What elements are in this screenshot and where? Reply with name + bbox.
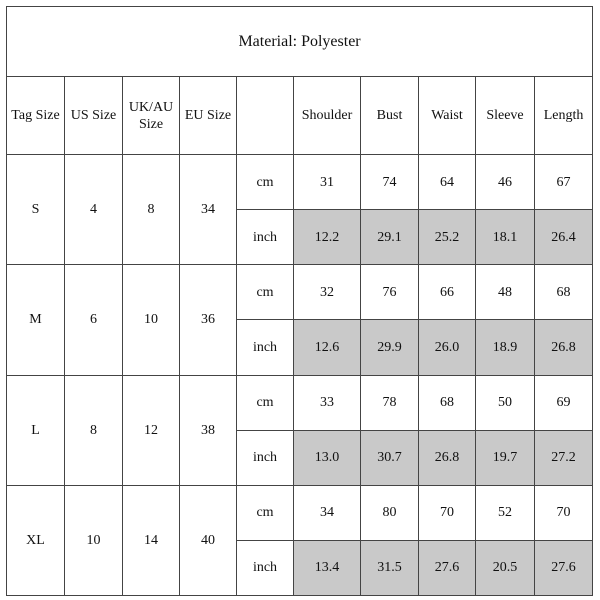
measurement-cm-cell: 50 [476, 375, 535, 430]
measurement-cm-cell: 31 [294, 155, 361, 210]
measurement-inch-cell: 25.2 [419, 210, 476, 265]
eu-size-cell: 40 [180, 485, 237, 595]
measurement-inch-cell: 20.5 [476, 540, 535, 595]
tag-size-cell: XL [7, 485, 65, 595]
measurement-cm-cell: 33 [294, 375, 361, 430]
measurement-inch-cell: 26.8 [535, 320, 593, 375]
measurement-inch-cell: 29.9 [361, 320, 419, 375]
header-uk-au-size [123, 77, 180, 155]
us-size-cell: 4 [65, 155, 123, 265]
measurement-inch-cell: 12.6 [294, 320, 361, 375]
uk-au-size-cell: 14 [123, 485, 180, 595]
header-uk-au-line1: UK/AU [128, 99, 174, 115]
measurement-cm-cell: 76 [361, 265, 419, 320]
header-unit [237, 77, 294, 155]
unit-cm-cell: cm [237, 265, 294, 320]
measurement-inch-cell: 26.4 [535, 210, 593, 265]
header-tag-size: Tag Size [7, 77, 65, 155]
measurement-cm-cell: 69 [535, 375, 593, 430]
header-row [7, 77, 593, 155]
measurement-inch-cell: 13.4 [294, 540, 361, 595]
measurement-cm-cell: 74 [361, 155, 419, 210]
measurement-inch-cell: 31.5 [361, 540, 419, 595]
header-us-size: US Size [65, 77, 123, 155]
uk-au-size-cell: 12 [123, 375, 180, 485]
measurement-cm-cell: 80 [361, 485, 419, 540]
tag-size-cell: L [7, 375, 65, 485]
measurement-inch-cell: 26.8 [419, 430, 476, 485]
header-sleeve: Sleeve [476, 77, 535, 155]
measurement-cm-cell: 68 [535, 265, 593, 320]
measurement-inch-cell: 19.7 [476, 430, 535, 485]
header-uk-au-line2: Size [138, 116, 164, 132]
measurement-inch-cell: 12.2 [294, 210, 361, 265]
measurement-cm-cell: 34 [294, 485, 361, 540]
size-row-cm [7, 375, 593, 430]
us-size-cell: 6 [65, 265, 123, 375]
unit-inch-cell: inch [237, 430, 294, 485]
header-length: Length [535, 77, 593, 155]
header-eu-size: EU Size [180, 77, 237, 155]
measurement-inch-cell: 27.6 [419, 540, 476, 595]
measurement-cm-cell: 66 [419, 265, 476, 320]
unit-cm-cell: cm [237, 485, 294, 540]
unit-inch-cell: inch [237, 320, 294, 375]
uk-au-size-cell: 8 [123, 155, 180, 265]
eu-size-cell: 34 [180, 155, 237, 265]
title-row [7, 7, 593, 77]
header-shoulder: Shoulder [294, 77, 361, 155]
measurement-cm-cell: 64 [419, 155, 476, 210]
measurement-inch-cell: 13.0 [294, 430, 361, 485]
measurement-inch-cell: 18.9 [476, 320, 535, 375]
measurement-cm-cell: 32 [294, 265, 361, 320]
uk-au-size-cell: 10 [123, 265, 180, 375]
unit-cm-cell: cm [237, 155, 294, 210]
header-bust: Bust [361, 77, 419, 155]
chart-title: Material: Polyester [7, 7, 593, 77]
unit-cm-cell: cm [237, 375, 294, 430]
measurement-cm-cell: 70 [535, 485, 593, 540]
unit-inch-cell: inch [237, 540, 294, 595]
measurement-cm-cell: 78 [361, 375, 419, 430]
measurement-inch-cell: 27.2 [535, 430, 593, 485]
header-waist: Waist [419, 77, 476, 155]
tag-size-cell: M [7, 265, 65, 375]
measurement-cm-cell: 67 [535, 155, 593, 210]
eu-size-cell: 36 [180, 265, 237, 375]
measurement-cm-cell: 52 [476, 485, 535, 540]
eu-size-cell: 38 [180, 375, 237, 485]
measurement-cm-cell: 46 [476, 155, 535, 210]
size-row-cm [7, 155, 593, 210]
size-row-cm [7, 265, 593, 320]
measurement-inch-cell: 18.1 [476, 210, 535, 265]
size-chart-table [6, 6, 593, 596]
size-row-cm [7, 485, 593, 540]
measurement-inch-cell: 30.7 [361, 430, 419, 485]
us-size-cell: 8 [65, 375, 123, 485]
measurement-cm-cell: 70 [419, 485, 476, 540]
tag-size-cell: S [7, 155, 65, 265]
measurement-inch-cell: 27.6 [535, 540, 593, 595]
unit-inch-cell: inch [237, 210, 294, 265]
measurement-inch-cell: 26.0 [419, 320, 476, 375]
measurement-inch-cell: 29.1 [361, 210, 419, 265]
us-size-cell: 10 [65, 485, 123, 595]
measurement-cm-cell: 68 [419, 375, 476, 430]
measurement-cm-cell: 48 [476, 265, 535, 320]
